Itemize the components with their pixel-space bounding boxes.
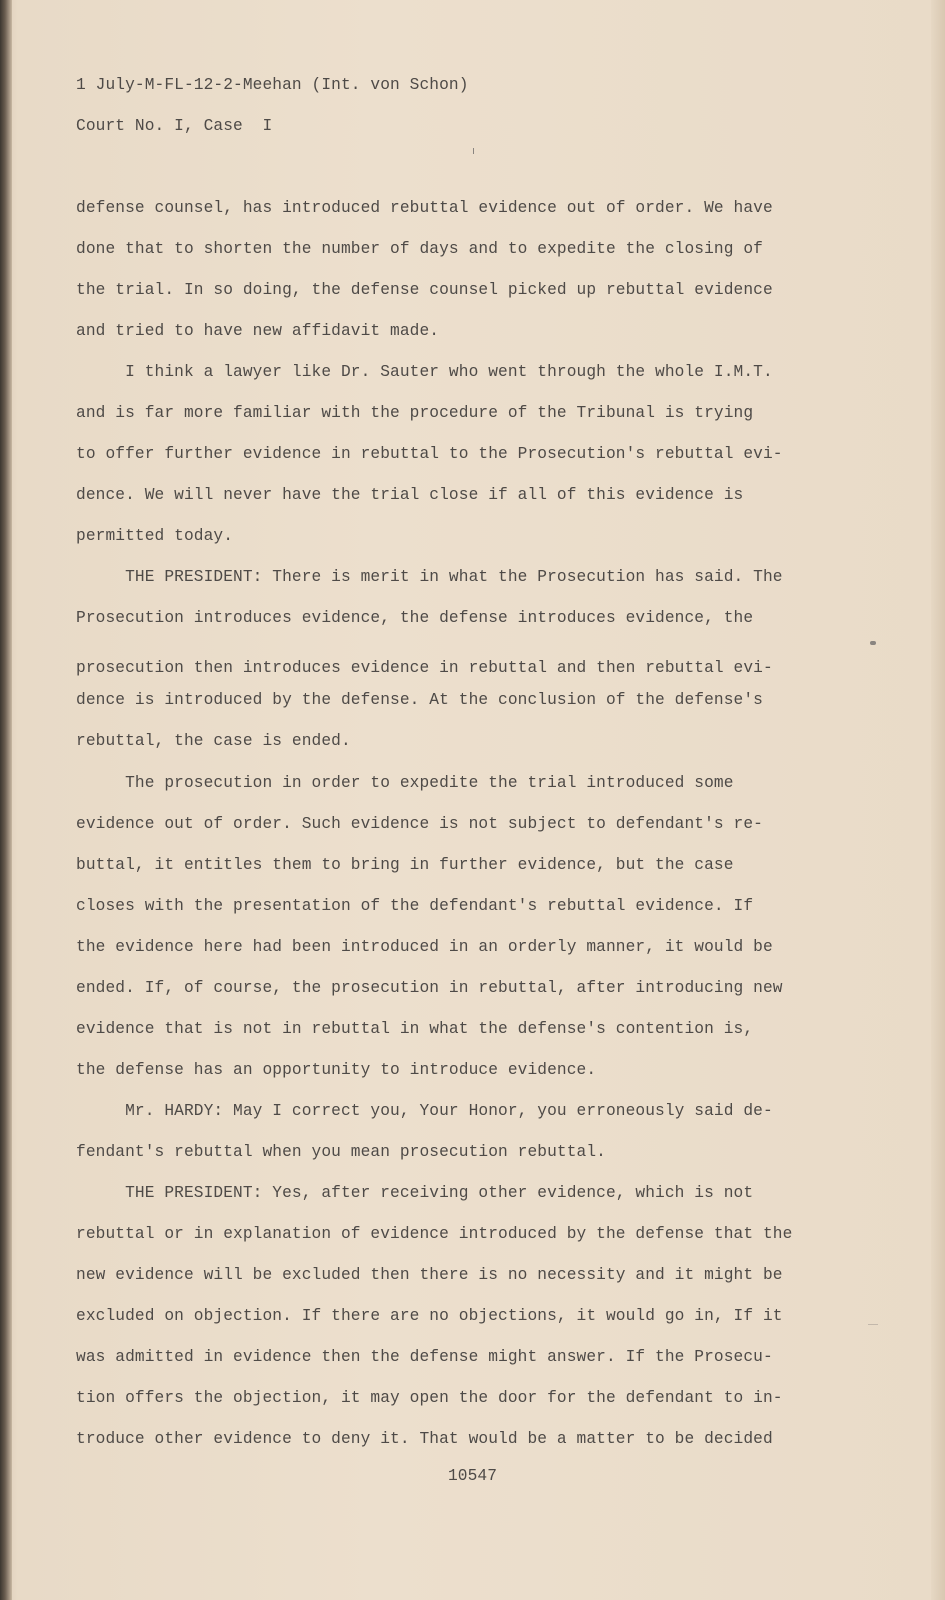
body-line: rebuttal or in explanation of evidence introduced by the defense that the [76, 1225, 793, 1243]
body-line: and tried to have new affidavit made. [76, 322, 440, 340]
body-line: evidence that is not in rebuttal in what the defense's contention is, [76, 1020, 754, 1038]
body-line: defense counsel, has introduced rebuttal evidence out of order. We have [76, 199, 773, 217]
body-line: fendant's rebuttal when you mean prosecution rebuttal. [76, 1143, 606, 1161]
header-court-case: Court No. I, Case I [76, 117, 273, 135]
body-line: excluded on objection. If there are no objections, it would go in, If it [76, 1307, 783, 1325]
body-line: prosecution then introduces evidence in rebuttal and then rebuttal evi- [76, 659, 773, 677]
body-line: to offer further evidence in rebuttal to the Prosecution's rebuttal evi- [76, 445, 783, 463]
scan-speck [870, 641, 876, 645]
right-page-edge [931, 0, 945, 1600]
page-number: 10547 [447, 1467, 498, 1485]
body-line: troduce other evidence to deny it. That would be a matter to be decided [76, 1430, 773, 1448]
body-line: dence. We will never have the trial close if all of this evidence is [76, 486, 744, 504]
body-line: the evidence here had been introduced in an orderly manner, it would be [76, 938, 773, 956]
scan-speck [868, 1324, 878, 1325]
body-line: new evidence will be excluded then there is no necessity and it might be [76, 1266, 783, 1284]
body-line: I think a lawyer like Dr. Sauter who went through the whole I.M.T. [76, 363, 773, 381]
body-line: THE PRESIDENT: Yes, after receiving other evidence, which is not [76, 1184, 754, 1202]
body-line: and is far more familiar with the procedure of the Tribunal is trying [76, 404, 754, 422]
body-line: done that to shorten the number of days and to expedite the closing of [76, 240, 763, 258]
body-line: Mr. HARDY: May I correct you, Your Honor, you erroneously said de- [76, 1102, 773, 1120]
body-line: The prosecution in order to expedite the trial introduced some [76, 774, 734, 792]
body-line: permitted today. [76, 527, 234, 545]
body-line: the trial. In so doing, the defense counsel picked up rebuttal evidence [76, 281, 773, 299]
body-line: the defense has an opportunity to introduce evidence. [76, 1061, 597, 1079]
body-line: evidence out of order. Such evidence is not subject to defendant's re- [76, 815, 763, 833]
body-line: closes with the presentation of the defendant's rebuttal evidence. If [76, 897, 754, 915]
header-document-id: 1 July-M-FL-12-2-Meehan (Int. von Schon) [76, 76, 469, 94]
body-line: rebuttal, the case is ended. [76, 732, 351, 750]
body-line: dence is introduced by the defense. At the conclusion of the defense's [76, 691, 763, 709]
body-line: ended. If, of course, the prosecution in rebuttal, after introducing new [76, 979, 783, 997]
body-line: buttal, it entitles them to bring in further evidence, but the case [76, 856, 734, 874]
body-line: was admitted in evidence then the defense might answer. If the Prosecu- [76, 1348, 773, 1366]
scan-speck [473, 148, 474, 154]
left-page-edge-shadow [0, 0, 12, 1600]
body-line: tion offers the objection, it may open the door for the defendant to in- [76, 1389, 783, 1407]
body-line: Prosecution introduces evidence, the defense introduces evidence, the [76, 609, 754, 627]
body-line: THE PRESIDENT: There is merit in what the Prosecution has said. The [76, 568, 783, 586]
